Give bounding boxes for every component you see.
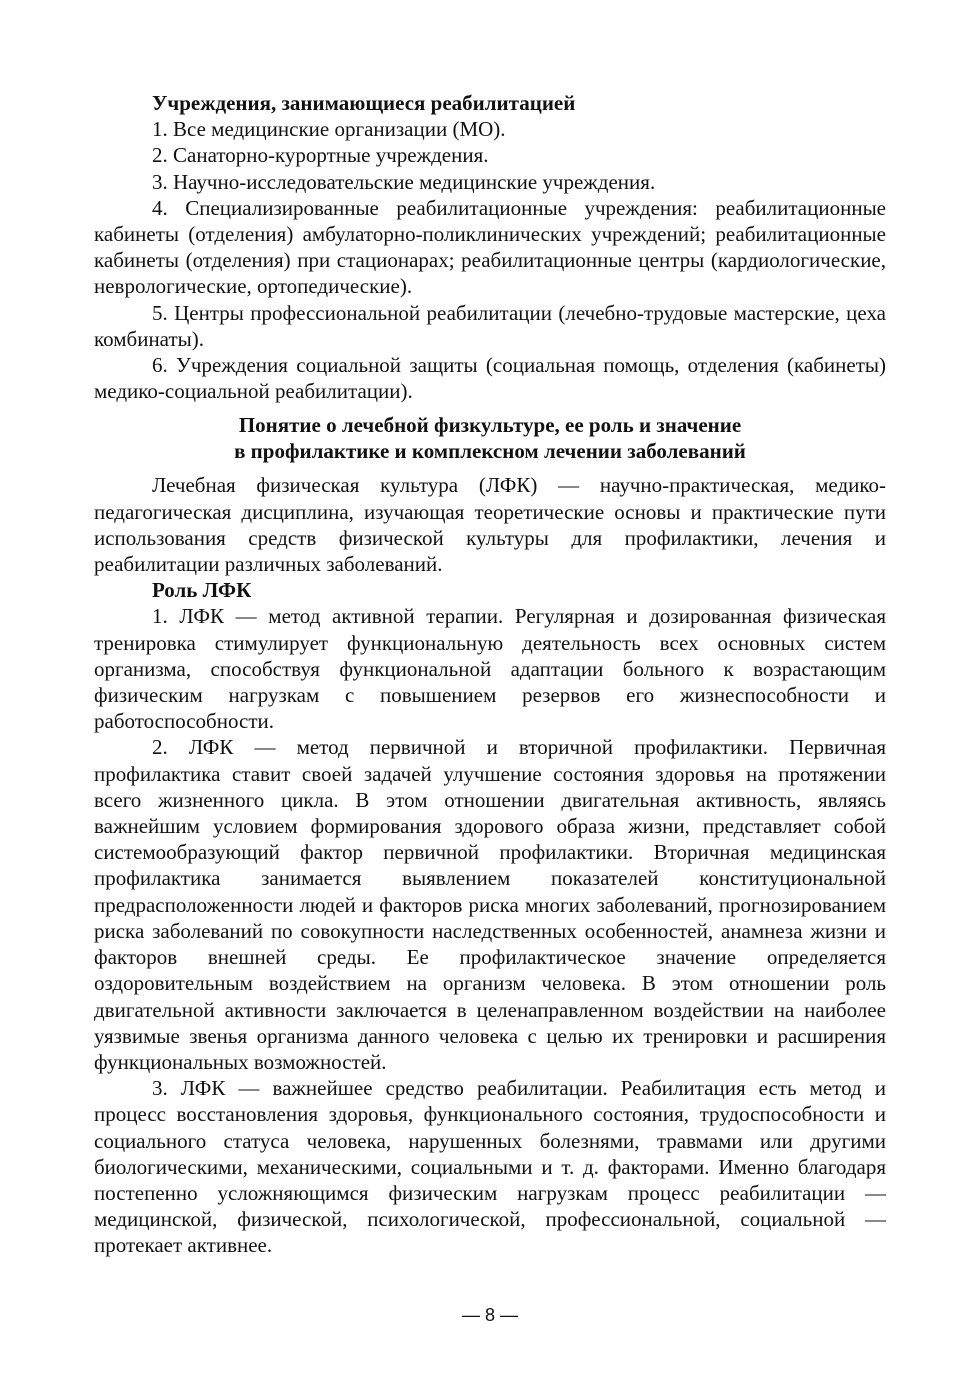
- page-number: — 8 —: [461, 1305, 518, 1325]
- role-paragraph: 1. ЛФК — метод активной терапии. Регулярная и дозированная физическая тренировка стимулирует функциональную деятельность всех основных систем организма, способствуя функциональной адаптации больного к возрастающим физическим нагрузкам с повышением резервов его жизнеспособности и работоспособности.: [94, 604, 886, 734]
- list-item: 6. Учреждения социальной защиты (социальная помощь, отделения (кабинеты) медико-социальной реабилитации).: [94, 353, 886, 404]
- definition-paragraph: Лечебная физическая культура (ЛФК) — научно-практическая, медико-педагогическая дисциплина, изучающая теоретические основы и практические пути использования средств физической культуры для профилактики, лечения и реабилитации различных заболеваний.: [94, 473, 886, 577]
- list-item: 3. Научно-исследовательские медицинские учреждения.: [152, 169, 656, 194]
- list-item: 4. Специализированные реабилитационные учреждения: реабилитационные кабинеты (отделения) амбулаторно-поликлинических учреждений; реабилитационные кабинеты (отделения) при стационарах; реабилитационные центры (кардиологические, неврологические, ортопедические).: [94, 195, 886, 299]
- role-heading: Роль ЛФК: [152, 578, 252, 603]
- list-item: 2. Санаторно-курортные учреждения.: [152, 143, 489, 168]
- section-title-line-2: в профилактике и комплексном лечении заболеваний: [234, 439, 746, 464]
- role-paragraph: 3. ЛФК — важнейшее средство реабилитации. Реабилитация есть метод и процесс восстановления здоровья, функционального состояния, трудоспособности и социального статуса человека, нарушенных болезнями, травмами или другими биологическими, механическими, социальными и т. д. факторами. Именно благодаря постепенно усложняющимся физическим нагрузкам процесс реабилитации — медицинской, физической, психологической, профессиональной, социальной — протекает активнее.: [94, 1076, 886, 1258]
- page-body: [94, 90, 886, 1259]
- section-title-line-1: Понятие о лечебной физкультуре, ее роль и значение: [238, 413, 742, 438]
- list-item: 1. Все медицинские организации (МО).: [152, 117, 506, 142]
- section-heading-institutions: Учреждения, занимающиеся реабилитацией: [152, 91, 576, 115]
- section-title-lfk: [94, 412, 886, 464]
- list-item: 5. Центры профессиональной реабилитации (лечебно-трудовые мастерские, цеха комбинаты).: [94, 300, 886, 351]
- role-paragraph: 2. ЛФК — метод первичной и вторичной профилактики. Первичная профилактика ставит своей задачей улучшение состояния здоровья на протяжении всего жизненного цикла. В этом отношении двигательная активность, являясь важнейшим условием формирования здорового образа жизни, представляет собой системообразующий фактор первичной профилактики. Вторичная медицинская профилактика занимается выявлением показателей конституциональной предрасположенности людей и факторов риска многих заболеваний, прогнозированием риска заболеваний по совокупности наследственных особенностей, анамнеза жизни и факторов внешней среды. Ее профилактическое значение определяется оздоровительным воздействием на организм человека. В этом отношении роль двигательной активности заключается в целенаправленном воздействии на наиболее уязвимые звенья организма данного человека с целью их тренировки и расширения функциональных возможностей.: [94, 735, 886, 1074]
